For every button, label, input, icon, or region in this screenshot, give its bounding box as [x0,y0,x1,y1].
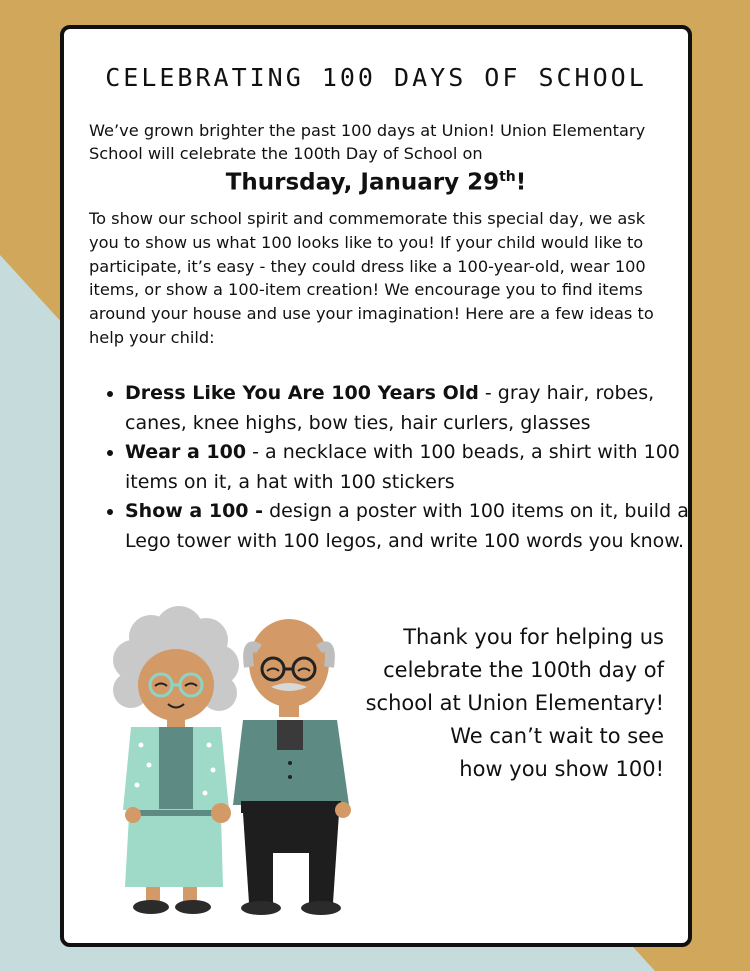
idea-heading: Wear a 100 [125,441,247,463]
idea-text: - a necklace with 100 beads, a shirt with 100 items on it, a hat with 100 stickers [125,441,680,493]
date-suffix: th [499,169,516,185]
idea-text: design a poster with 100 items on it, build a Lego tower with 100 legos, and write 100 words you know. [125,500,689,552]
grandma-figure [113,606,239,914]
idea-heading: Dress Like You Are 100 Years Old [125,382,479,404]
thanks-line: Thank you for helping us [403,625,664,649]
intro-paragraph: We’ve grown brighter the past 100 days at Union! Union Elementary School will celebrate the 100th Day of School on [89,121,646,163]
date-main: Thursday, January 29 [225,169,500,196]
thank-you-message [304,621,664,786]
thanks-line: how you show 100! [459,757,664,781]
flyer-card [60,25,692,947]
thanks-line: school at Union Elementary! [365,691,664,715]
date-end: ! [515,169,527,196]
idea-text: - gray hair, robes, canes, knee highs, bow ties, hair curlers, glasses [125,382,655,434]
thanks-line: celebrate the 100th day of [383,658,664,682]
page-title: CELEBRATING 100 DAYS OF SCHOOL [105,63,647,92]
idea-heading: Show a 100 - [125,500,264,522]
thanks-line: We can’t wait to see [450,724,664,748]
list-item [125,438,695,497]
list-item [125,379,695,438]
ideas-list [99,379,695,556]
event-date [64,169,688,196]
body-paragraph: To show our school spirit and commemorate this special day, we ask you to show us what 100 looks like to you! If your child would like to participate, it’s easy - they could dress like a 100-year-old, wear 100 items, or show a 100-item creation! We encourage you to find items around your house and use your imagination! Here are a few ideas to help your child: [89,209,654,347]
list-item [125,497,695,556]
